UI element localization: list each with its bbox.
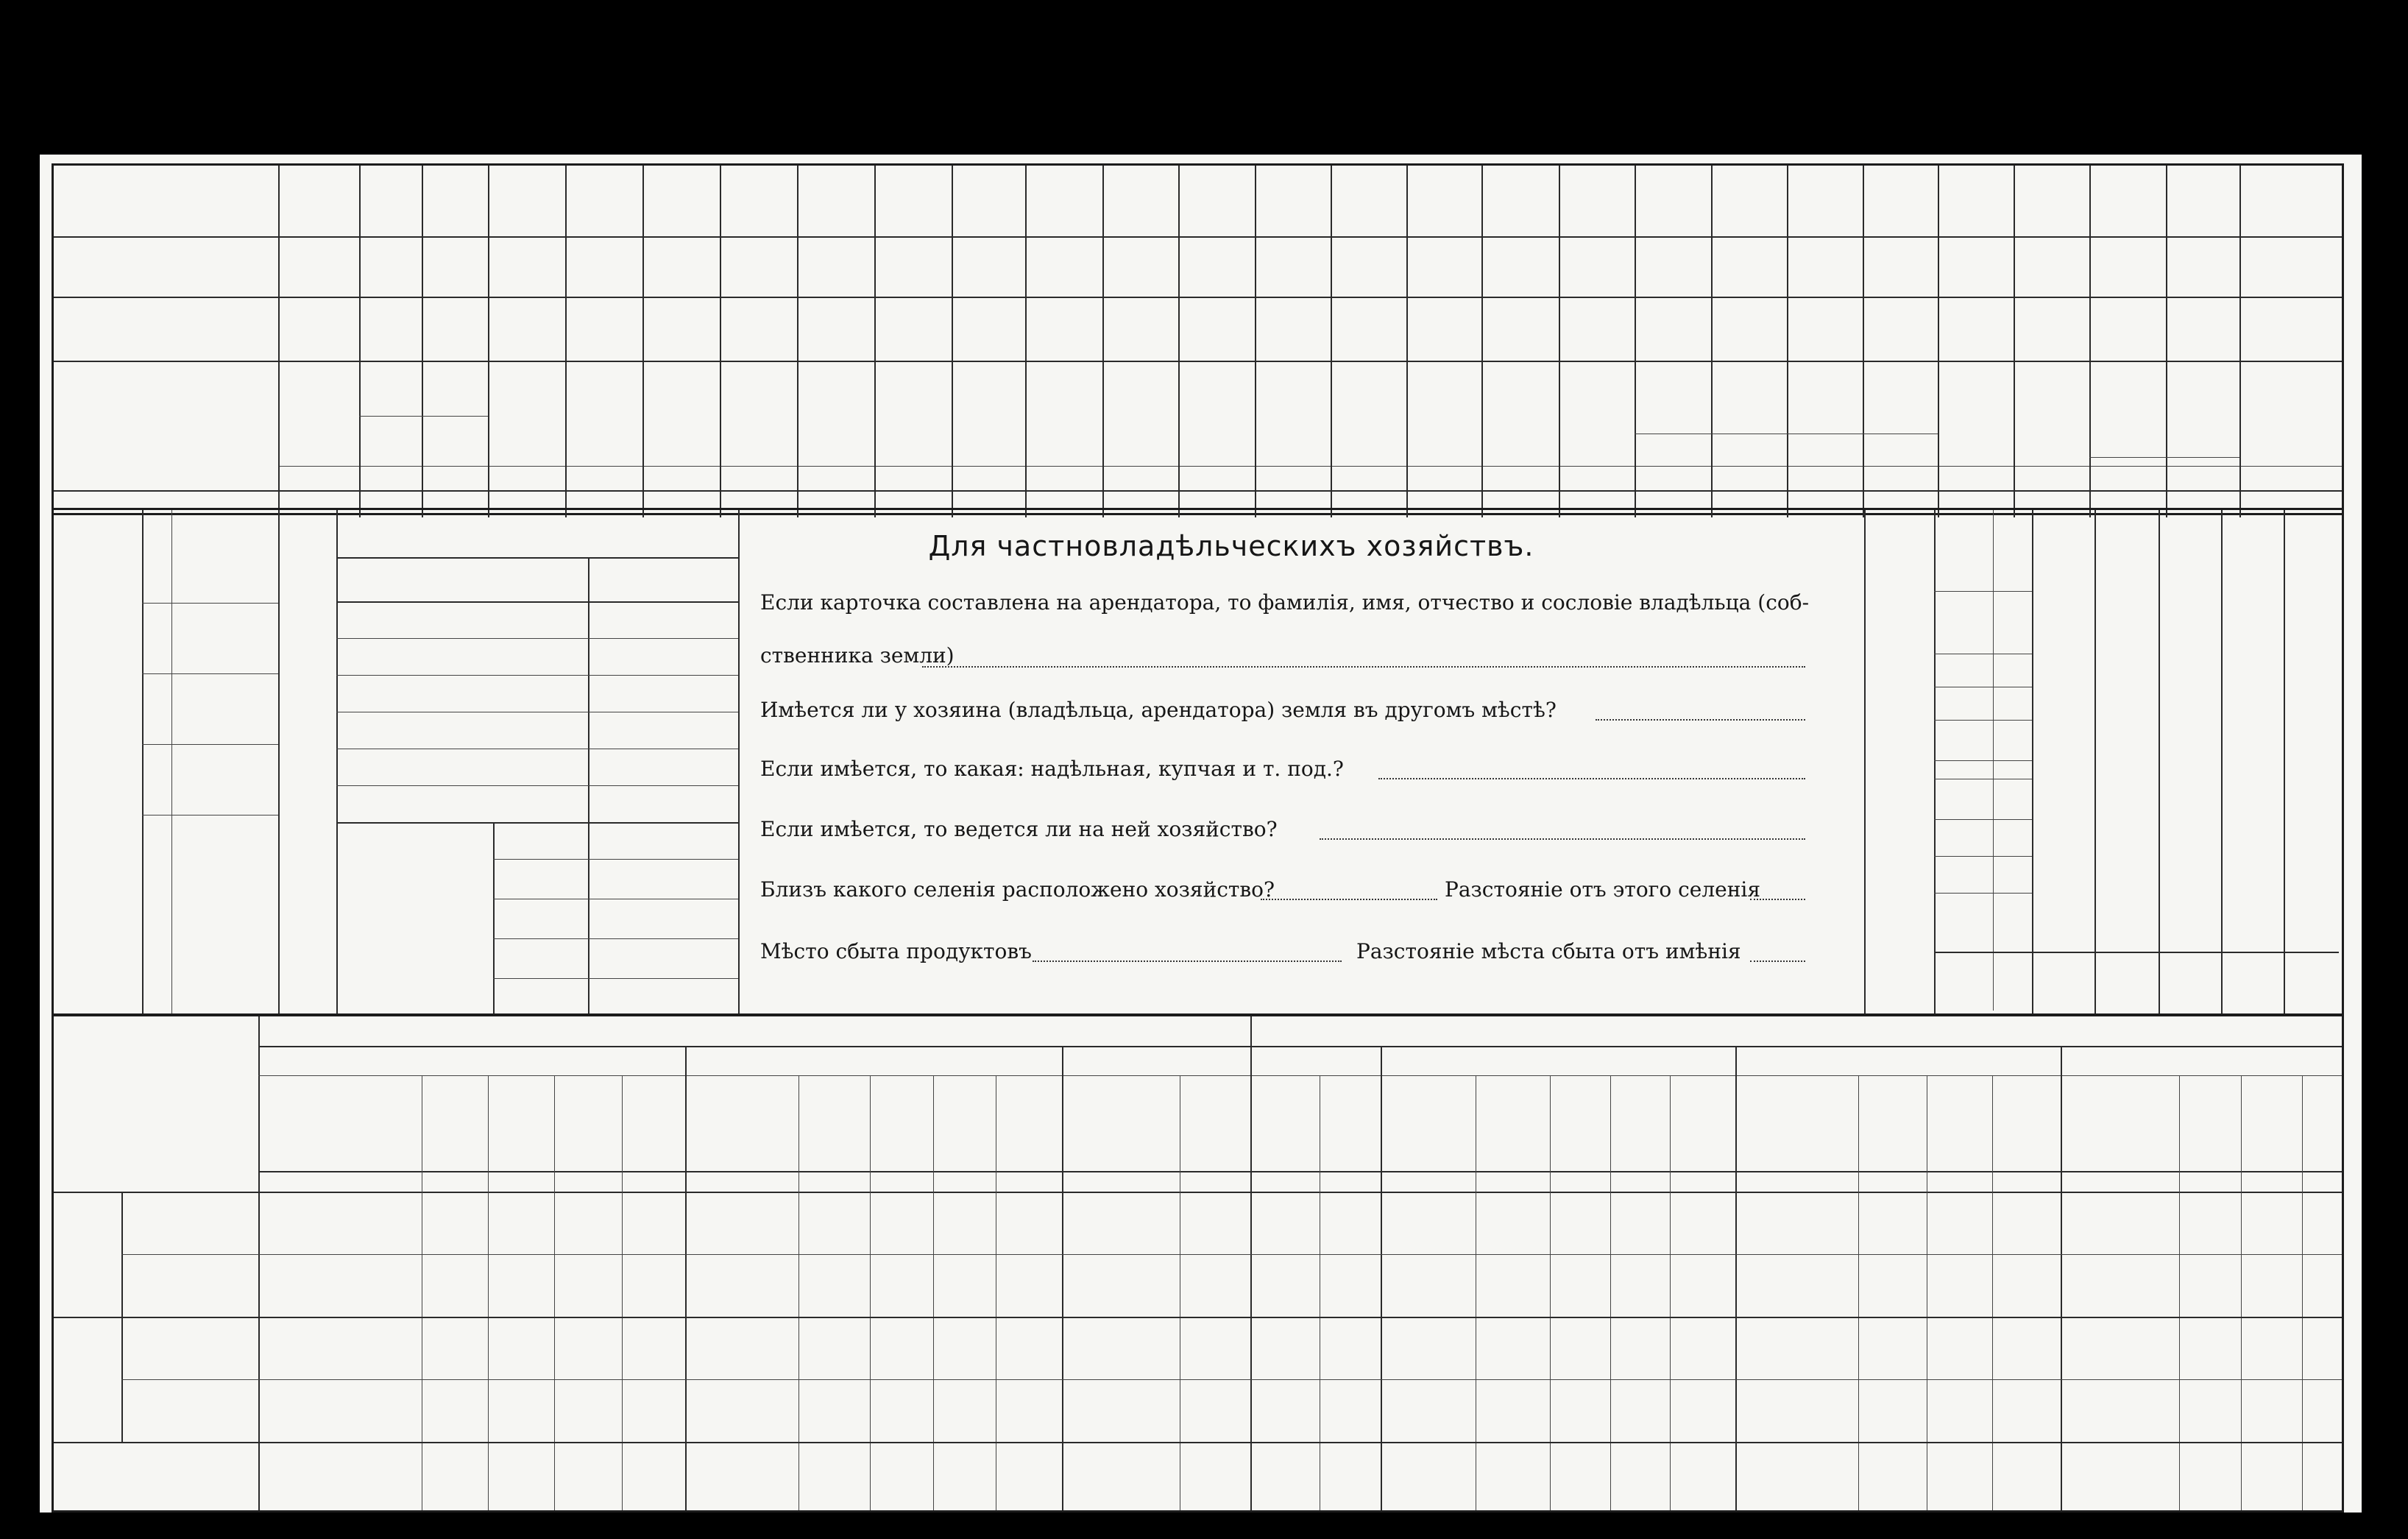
divider — [493, 978, 738, 979]
column-divider — [642, 166, 644, 517]
divider — [121, 1379, 2342, 1380]
crop-header — [1178, 366, 1255, 459]
crop-header — [1025, 366, 1102, 459]
hired-workers-label — [279, 517, 336, 1003]
lease-col-header — [1927, 1081, 1992, 1168]
column-divider — [1735, 1046, 1737, 1510]
column-divider — [2239, 166, 2241, 517]
divider — [336, 638, 738, 639]
divider — [588, 557, 589, 822]
lease-col-header — [1251, 1081, 1320, 1168]
lease-col-header — [996, 1081, 1062, 1168]
column-divider — [1938, 166, 1939, 517]
column-divider — [952, 166, 953, 517]
question-owner-cont: ственника земли) — [760, 643, 955, 668]
column-divider — [359, 166, 361, 517]
column-divider — [1711, 166, 1713, 517]
answer-line-other-land — [1596, 719, 1805, 721]
crop-header — [1863, 366, 1938, 434]
divider — [258, 1075, 2342, 1076]
column-divider — [1178, 166, 1180, 517]
answer-line-market-distance — [1750, 960, 1805, 962]
population-col-label — [1963, 760, 1993, 812]
census-card — [40, 155, 2362, 1513]
lease-col-header — [488, 1081, 554, 1168]
label-village-distance: Разстояніе отъ этого селенія — [1445, 877, 1760, 902]
staff-header-bottom — [2284, 958, 2342, 1013]
lease-col-header — [2179, 1081, 2241, 1168]
column-divider — [2014, 166, 2015, 517]
lease-col-header — [798, 1081, 870, 1168]
hired-col-number — [144, 751, 171, 822]
lease-col-header — [933, 1081, 996, 1168]
staff-header-bottom — [2221, 958, 2284, 1013]
column-divider — [874, 166, 876, 517]
crop-header — [565, 366, 642, 459]
crop-header — [1406, 366, 1481, 459]
lease-col-header — [1381, 1081, 1476, 1168]
crop-header — [720, 366, 797, 459]
lease-table — [52, 1014, 2344, 1513]
row-divider — [54, 490, 2342, 492]
column-divider — [1025, 166, 1027, 517]
staff-header-top — [2284, 517, 2342, 613]
column-divider — [1255, 166, 1256, 517]
question-village: Близъ какого селенія расположено хозяйство? — [760, 877, 1275, 902]
crop-header — [1711, 366, 1787, 434]
answer-line-owner — [922, 666, 1805, 668]
population-col-label — [1963, 893, 1993, 950]
divider — [258, 1046, 2342, 1047]
group-label-allotment — [55, 1196, 120, 1314]
group-label-non-allotment — [55, 1321, 120, 1439]
fallow-line — [2089, 457, 2239, 458]
divider — [121, 1254, 2342, 1255]
crop-header — [1102, 366, 1178, 459]
row-divider — [54, 297, 2342, 298]
population-col-number — [1994, 591, 2031, 653]
divider — [336, 675, 738, 676]
divider — [493, 859, 738, 860]
column-divider — [278, 166, 280, 517]
hired-col-number — [144, 673, 171, 744]
divider — [54, 1317, 2342, 1318]
label-market-distance: Разстояніе мѣста сбыта отъ имѣнія — [1356, 939, 1741, 963]
column-divider — [1406, 166, 1408, 517]
population-col-label — [1963, 591, 1993, 653]
column-divider — [1481, 166, 1483, 517]
lease-col-header — [1180, 1081, 1251, 1168]
crop-header — [952, 366, 1025, 459]
men-label — [1936, 819, 1962, 950]
crop-header — [874, 366, 952, 459]
crop-header — [1635, 366, 1711, 434]
column-divider — [1102, 166, 1104, 517]
answer-line-village-distance — [1750, 899, 1805, 900]
column-divider — [797, 166, 798, 517]
form-title: Для частновладѣльческихъ хозяйствъ. — [928, 530, 1534, 562]
column-divider — [1559, 166, 1560, 517]
staff-header-bottom — [2159, 958, 2221, 1013]
answer-line-market — [1033, 960, 1342, 962]
question-owner: Если карточка составлена на арендатора, то фамилія, имя, отчество и сословіе владѣльца (соб- — [760, 590, 1810, 615]
column-divider — [1863, 166, 1864, 517]
farm-info-section — [52, 508, 2344, 1016]
hired-col-label — [173, 751, 247, 822]
row-divider — [54, 361, 2342, 362]
divider — [493, 822, 495, 1013]
hired-col-number — [144, 517, 171, 588]
lease-col-header — [622, 1081, 685, 1168]
banner-line — [278, 466, 2342, 467]
wheat-line — [359, 416, 488, 417]
column-divider — [2166, 166, 2167, 517]
divider — [336, 785, 738, 786]
question-farming: Если имѣется, то ведется ли на ней хозяйство? — [760, 817, 1278, 841]
population-col-number — [1994, 687, 2031, 760]
divider — [258, 1016, 260, 1510]
divider — [336, 601, 738, 603]
column-divider — [2061, 1046, 2062, 1510]
divider — [54, 1192, 2342, 1193]
divider — [171, 510, 172, 1013]
staff-header-top — [2032, 517, 2094, 613]
population-col-number — [1994, 819, 2031, 893]
divider — [738, 510, 740, 1013]
crop-header — [488, 366, 565, 459]
crop-header — [1559, 366, 1635, 459]
lease-col-header — [1320, 1081, 1381, 1168]
crop-header — [2089, 366, 2166, 459]
crop-header — [1255, 366, 1331, 459]
divider — [258, 1171, 2342, 1172]
column-divider — [2089, 166, 2091, 517]
staff-header-top — [2094, 517, 2159, 613]
divider — [1934, 952, 2339, 953]
question-other-land: Имѣется ли у хозяина (владѣльца, арендатора) земля въ другомъ мѣстѣ? — [760, 698, 1557, 722]
divider — [142, 744, 278, 745]
hired-col-label — [173, 595, 247, 666]
column-divider — [422, 166, 423, 517]
divider — [336, 510, 338, 1013]
population-col-label — [1963, 819, 1993, 893]
lease-col-header — [554, 1081, 622, 1168]
column-divider — [720, 166, 721, 517]
divider — [493, 938, 738, 939]
women-label — [1936, 687, 1962, 818]
column-divider — [1635, 166, 1636, 517]
crop-header — [2166, 366, 2239, 459]
answer-line-farming — [1320, 838, 1805, 840]
staff-header-bottom — [2094, 958, 2159, 1013]
lease-col-header — [1610, 1081, 1670, 1168]
question-land-type: Если имѣется, то какая: надѣльная, купчая и т. под.? — [760, 757, 1344, 781]
lease-col-header — [422, 1081, 488, 1168]
crop-header — [2014, 366, 2089, 459]
hired-col-label — [173, 673, 247, 744]
column-divider — [488, 166, 489, 517]
crop-table — [52, 163, 2344, 515]
lease-col-header — [2241, 1081, 2302, 1168]
answer-line-village — [1261, 899, 1437, 900]
lease-col-header — [1550, 1081, 1610, 1168]
population-label — [1866, 525, 1933, 996]
column-divider — [1331, 166, 1332, 517]
divider — [54, 1442, 2342, 1443]
row-divider — [54, 236, 2342, 238]
population-col-number — [1994, 760, 2031, 812]
crop-header — [642, 366, 720, 459]
column-divider — [685, 1046, 687, 1510]
crop-header — [2239, 366, 2342, 459]
crop-header — [797, 366, 874, 459]
population-col-number — [1994, 893, 2031, 950]
column-divider — [1787, 166, 1788, 517]
column-divider — [1062, 1046, 1063, 1510]
divider — [588, 822, 589, 1013]
crop-header — [1331, 366, 1406, 459]
question-market: Мѣсто сбыта продуктовъ — [760, 939, 1032, 963]
divider — [336, 557, 738, 559]
staff-header-bottom — [2032, 958, 2094, 1013]
crop-header — [278, 366, 359, 459]
lease-col-header — [870, 1081, 933, 1168]
crop-header — [1787, 366, 1863, 434]
crop-header — [1481, 366, 1559, 459]
lease-col-header — [1476, 1081, 1550, 1168]
answer-line-land-type — [1378, 778, 1805, 779]
crop-header — [1938, 366, 2014, 459]
column-divider — [2302, 1075, 2303, 1510]
divider — [336, 822, 738, 824]
staff-header-top — [2221, 517, 2284, 613]
hired-col-number — [144, 595, 171, 666]
staff-header-top — [2159, 517, 2221, 613]
lease-col-header — [1992, 1081, 2061, 1168]
column-divider — [565, 166, 567, 517]
lease-col-header — [1858, 1081, 1927, 1168]
hired-col-number — [144, 829, 171, 900]
hired-col-label — [173, 517, 247, 588]
lease-col-header — [1670, 1081, 1735, 1168]
population-col-label — [1963, 687, 1993, 760]
